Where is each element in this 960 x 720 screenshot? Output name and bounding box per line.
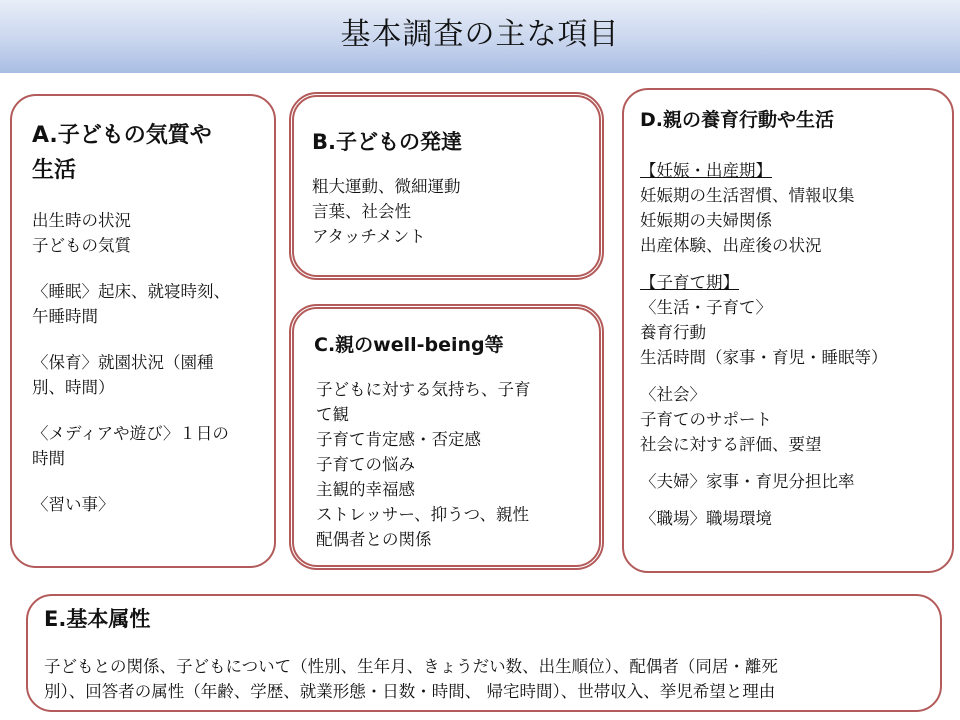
box-d-item: 出産体験、出産後の状況 — [640, 236, 822, 255]
box-a-item-group — [32, 492, 230, 517]
box-e-body — [44, 654, 778, 704]
box-e-title: E.基本属性 — [44, 607, 151, 631]
box-c-parent-wellbeing — [289, 304, 604, 570]
box-d-section-heading: 【妊娠・出産期】 — [640, 161, 772, 180]
box-a-title-line: 生活 — [32, 158, 77, 183]
box-c-item: 子育て肯定感・否定感 — [316, 430, 481, 449]
box-d-item: 〈職場〉職場環境 — [640, 509, 772, 528]
box-a-child-temperament — [10, 94, 276, 568]
box-a-item: 〈メディアや遊び〉１日の — [32, 424, 229, 443]
box-a-item-group — [32, 350, 230, 400]
box-b-item: アタッチメント — [312, 227, 426, 246]
box-c-item: 配偶者との関係 — [316, 530, 432, 549]
box-a-title-line: A.子どもの気質や — [32, 123, 212, 148]
box-a-item: 〈保育〉就園状況（園種 — [32, 353, 214, 372]
box-c-item: 子育ての悩み — [316, 455, 415, 474]
box-d-title: D.親の養育行動や生活 — [640, 109, 834, 131]
box-d-item: 社会に対する評価、要望 — [640, 435, 822, 454]
page-title: 基本調査の主な項目 — [340, 17, 620, 52]
box-d-parenting-behavior — [622, 88, 954, 573]
box-a-body — [32, 208, 230, 517]
box-d-item: 〈夫婦〉家事・育児分担比率 — [640, 472, 855, 491]
box-e-basic-attributes — [26, 594, 942, 712]
box-c-item: 主観的幸福感 — [316, 480, 415, 499]
box-a-item: 〈習い事〉 — [32, 495, 115, 514]
title-banner — [0, 0, 960, 73]
box-c-title: C.親のwell-being等 — [314, 334, 504, 356]
box-d-section-heading: 【子育て期】 — [640, 273, 739, 292]
box-b-item: 言葉、社会性 — [312, 202, 411, 221]
box-e-line: 子どもとの関係、子どもについて（性別、生年月、きょうだい数、出生順位）、配偶者（同居・離死 — [44, 657, 778, 676]
box-d-section-society — [640, 382, 888, 457]
box-a-item: 出生時の状況 — [32, 211, 131, 230]
box-a-item-group — [32, 208, 230, 258]
box-b-item: 粗大運動、微細運動 — [312, 177, 461, 196]
box-e-line: 別）、回答者の属性（年齢、学歴、就業形態・日数・時間、 帰宅時間）、世帯収入、挙児希望と理由 — [44, 682, 776, 701]
box-d-section-childrearing — [640, 270, 888, 370]
box-c-item: ストレッサー、抑うつ、親性 — [316, 505, 530, 524]
box-c-item: て観 — [316, 405, 349, 424]
box-d-item: 妊娠期の生活習慣、情報収集 — [640, 186, 855, 205]
box-c-item: 子どもに対する気持ち、子育 — [316, 380, 531, 399]
box-b-body — [312, 174, 461, 249]
box-a-item: 〈睡眠〉起床、就寝時刻、 — [32, 282, 230, 301]
box-b-title: B.子どもの発達 — [312, 130, 462, 154]
box-b-child-development — [289, 92, 604, 280]
box-c-body — [316, 377, 531, 552]
box-d-section-pregnancy — [640, 158, 888, 258]
box-a-item: 子どもの気質 — [32, 236, 131, 255]
box-d-item: 〈社会〉 — [640, 385, 706, 404]
box-d-item: 子育てのサポート — [640, 410, 772, 429]
box-d-item: 妊娠期の夫婦関係 — [640, 211, 772, 230]
box-a-item-group — [32, 421, 230, 471]
box-a-item-group — [32, 279, 230, 329]
box-a-item: 時間 — [32, 449, 65, 468]
box-a-item: 別、時間） — [32, 378, 115, 397]
box-a-item: 午睡時間 — [32, 307, 98, 326]
box-d-item: 生活時間（家事・育児・睡眠等） — [640, 348, 888, 367]
box-d-section-couple — [640, 469, 888, 494]
box-d-item: 〈生活・子育て〉 — [640, 298, 772, 317]
box-d-section-workplace — [640, 506, 888, 531]
box-d-item: 養育行動 — [640, 323, 706, 342]
box-a-title — [32, 118, 212, 188]
box-d-body — [640, 158, 888, 531]
